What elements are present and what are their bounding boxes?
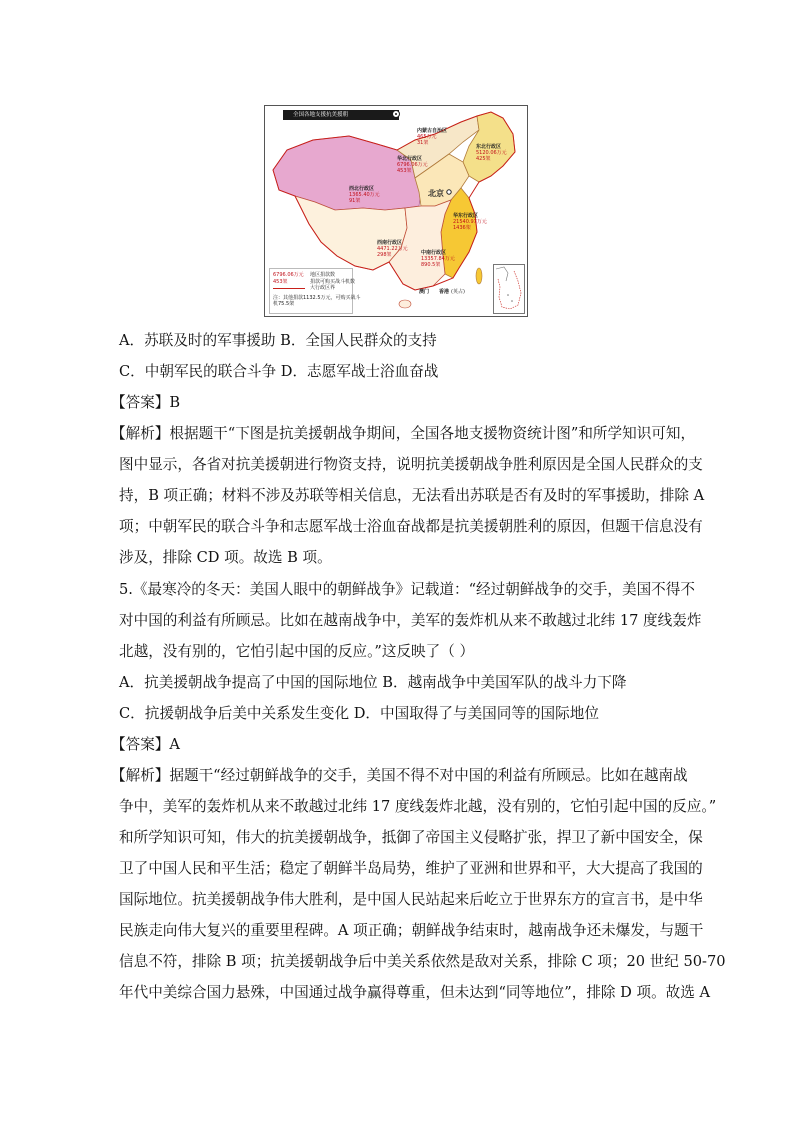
south-china-sea-inset: [493, 264, 525, 314]
zhongnan-name: 中南行政区: [421, 250, 447, 256]
hainan-island-shape: [399, 300, 411, 308]
taiwan-island-shape: [476, 268, 482, 284]
legend-footnote-1: 注：其他捐款1132.5万元，可购买战斗: [273, 295, 361, 301]
huabei-name: 华北行政区: [397, 156, 423, 162]
q5-stem-line-3: 北越，没有别的，它怕引起中国的反应。”这反映了（ ）: [119, 643, 475, 660]
legend-footnote-2: 机75.5架: [273, 301, 295, 307]
beijing-label: 北京: [428, 189, 444, 198]
hongkong-note: (英占): [451, 289, 465, 295]
neimenggu-money: 465万元: [417, 134, 437, 140]
huabei-money: 6796.06万元: [397, 162, 428, 168]
neimenggu-name: 内蒙古自治区: [417, 128, 448, 134]
q5-stem-line-2: 对中国的利益有所顾忌。比如在越南战争中，美军的轰炸机从来不敢越过北纬 17 度线轰炸: [119, 612, 702, 629]
map-title-icon: [392, 110, 400, 118]
macau-label: 澳门: [419, 289, 430, 295]
q5-analysis-line-7: 信息不符，排除 B 项；抗美援朝战争后中美关系依然是敌对关系，排除 C 项；20 世纪 50-70: [119, 953, 726, 970]
legend-planes-label: 捐款可购买战斗机数: [310, 279, 356, 285]
q4-analysis-line-2: 图中显示，各省对抗美援朝进行物资支持，说明抗美援朝战争胜利原因是全国人民群众的支: [119, 456, 703, 473]
dongbei-name: 东北行政区: [476, 144, 502, 150]
q4-analysis-line-1: 【解析】根据题干“下图是抗美援朝战争期间，全国各地支援物资统计图”和所学知识可知，: [111, 425, 696, 442]
q4-answer: 【答案】B: [111, 394, 181, 411]
dongbei-planes: 425架: [476, 156, 491, 162]
beijing-marker: [447, 190, 451, 194]
legend-money-sample: 6796.06万元: [273, 272, 304, 278]
q5-analysis-line-4: 卫了中国人民和平生活；稳定了朝鲜半岛局势，维护了亚洲和世界和平，大大提高了我国的: [119, 860, 703, 877]
hongkong-label: 香港: [439, 289, 450, 295]
q4-options-line-1: A．苏联及时的军事援助 B．全国人民群众的支持: [119, 332, 437, 349]
xinan-planes: 298架: [377, 252, 392, 258]
huadong-name: 华东行政区: [453, 213, 479, 219]
xinan-name: 西南行政区: [377, 240, 403, 246]
xibei-money: 1365.40万元: [349, 192, 380, 198]
q5-analysis-line-2: 争中，美军的轰炸机从来不敢越过北纬 17 度线轰炸北越，没有别的，它怕引起中国的反应。”: [119, 798, 717, 815]
xinan-money: 4471.22万元: [377, 246, 408, 252]
q5-analysis-line-1: 【解析】据题干“经过朝鲜战争的交手，美国不得不对中国的利益有所顾忌。比如在越南战: [111, 767, 688, 784]
support-map-figure: [264, 105, 528, 317]
zhongnan-planes: 890.5架: [421, 262, 441, 268]
map-legend: [269, 268, 361, 314]
neimenggu-planes: 31架: [417, 140, 429, 146]
huadong-planes: 1436架: [453, 225, 471, 231]
q5-analysis-line-5: 国际地位。抗美援朝战争伟大胜利，是中国人民站起来后屹立于世界东方的宣言书，是中华: [119, 891, 703, 908]
zhongnan-money: 13357.84万元: [421, 256, 455, 262]
q5-answer: 【答案】A: [111, 736, 180, 753]
q4-analysis-line-4: 项；中朝军民的联合斗争和志愿军战士浴血奋战都是抗美援朝胜利的原因，但题干信息没有: [119, 518, 703, 535]
legend-money-label: 地区捐款数: [310, 272, 336, 278]
q4-options-line-2: C．中朝军民的联合斗争 D．志愿军战士浴血奋战: [119, 363, 439, 380]
q5-analysis-line-6: 民族走向伟大复兴的重要里程碑。A 项正确；朝鲜战争结束时，越南战争还未爆发，与题干: [119, 922, 704, 939]
huadong-money: 21540.97万元: [453, 219, 487, 225]
q5-options-line-2: C．抗援朝战争后美中关系发生变化 D．中国取得了与美国同等的国际地位: [119, 705, 599, 722]
xibei-name: 西北行政区: [349, 186, 375, 192]
q4-analysis-line-3: 持，B 项正确；材料不涉及苏联等相关信息，无法看出苏联是否有及时的军事援助，排除 A: [119, 487, 705, 504]
legend-border-line: [273, 288, 305, 289]
legend-planes-sample: 453架: [273, 279, 288, 285]
q4-analysis-line-5: 涉及，排除 CD 项。故选 B 项。: [119, 549, 332, 566]
legend-border-label: 大行政区界: [310, 285, 336, 291]
q5-options-line-1: A．抗美援朝战争提高了中国的国际地位 B．越南战争中美国军队的战斗力下降: [119, 674, 627, 691]
huabei-planes: 453架: [397, 168, 412, 174]
q5-analysis-line-3: 和所学知识可知，伟大的抗美援朝战争，抵御了帝国主义侵略扩张，捍卫了新中国安全，保: [119, 829, 703, 846]
dongbei-money: 5120.06万元: [476, 150, 507, 156]
q5-analysis-line-8: 年代中美综合国力悬殊，中国通过战争赢得尊重，但未达到“同等地位”，排除 D 项。故选 A: [119, 984, 711, 1001]
map-title: 全国各地支援抗美援朝: [283, 110, 399, 120]
xibei-planes: 91架: [349, 198, 361, 204]
q5-stem-line-1: 5.《最寒冷的冬天：美国人眼中的朝鲜战争》记载道：“经过朝鲜战争的交手，美国不得不: [119, 581, 695, 598]
